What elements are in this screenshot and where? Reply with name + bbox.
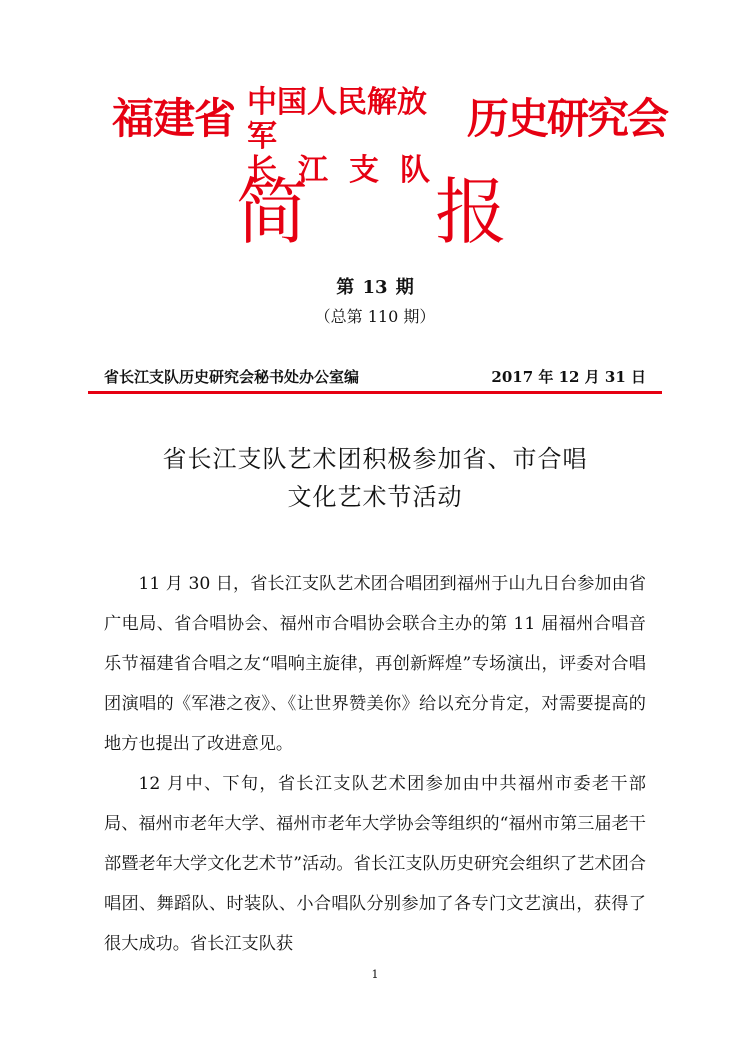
masthead-province: 福建省	[112, 94, 236, 143]
red-divider	[88, 391, 662, 394]
masthead	[0, 85, 750, 188]
article-title	[0, 440, 750, 516]
article-title-line2: 文化艺术节活动	[287, 483, 463, 511]
page-number: 1	[371, 968, 379, 981]
article-body	[104, 564, 646, 964]
bulletin-heading-char2: 报	[435, 170, 508, 254]
masthead-org-line1: 中国人民解放军	[247, 85, 427, 154]
bulletin-heading	[0, 170, 750, 254]
masthead-org-line2: 长江支队	[247, 153, 451, 188]
article-title-line1: 省长江支队艺术团积极参加省、市合唱	[162, 445, 588, 473]
publish-date: 2017 年 12 月 31 日	[491, 368, 646, 386]
issue-number: 第 13 期	[336, 277, 414, 298]
article-paragraph-1: 11 月 30 日，省长江支队艺术团合唱团到福州于山九日台参加由省广电局、省合唱协会、福州市合唱协会联合主办的第 11 届福州合唱音乐节福建省合唱之友“唱响主旋律，再创新辉煌”专场演出，评委对合唱团演唱的《军港之夜》、《让世界赞美你》给以充分肯定，对需要提高的地方也提出了改进意见。	[104, 574, 646, 754]
bulletin-heading-char1: 简	[236, 170, 309, 254]
masthead-society: 历史研究会	[467, 94, 668, 143]
editor-line: 省长江支队历史研究会秘书处办公室编	[104, 368, 360, 386]
article-paragraph-2: 12 月中、下旬，省长江支队艺术团参加由中共福州市委老干部局、福州市老年大学、福州市老年大学协会等组织的“福州市第三届老干部暨老年大学文化艺术节”活动。省长江支队历史研究会组织了艺术团合唱团、舞蹈队、时装队、小合唱队分别参加了各专门文艺演出，获得了很大成功。省长江支队获	[104, 774, 646, 954]
total-issue-number: （总第 110 期）	[314, 307, 436, 326]
